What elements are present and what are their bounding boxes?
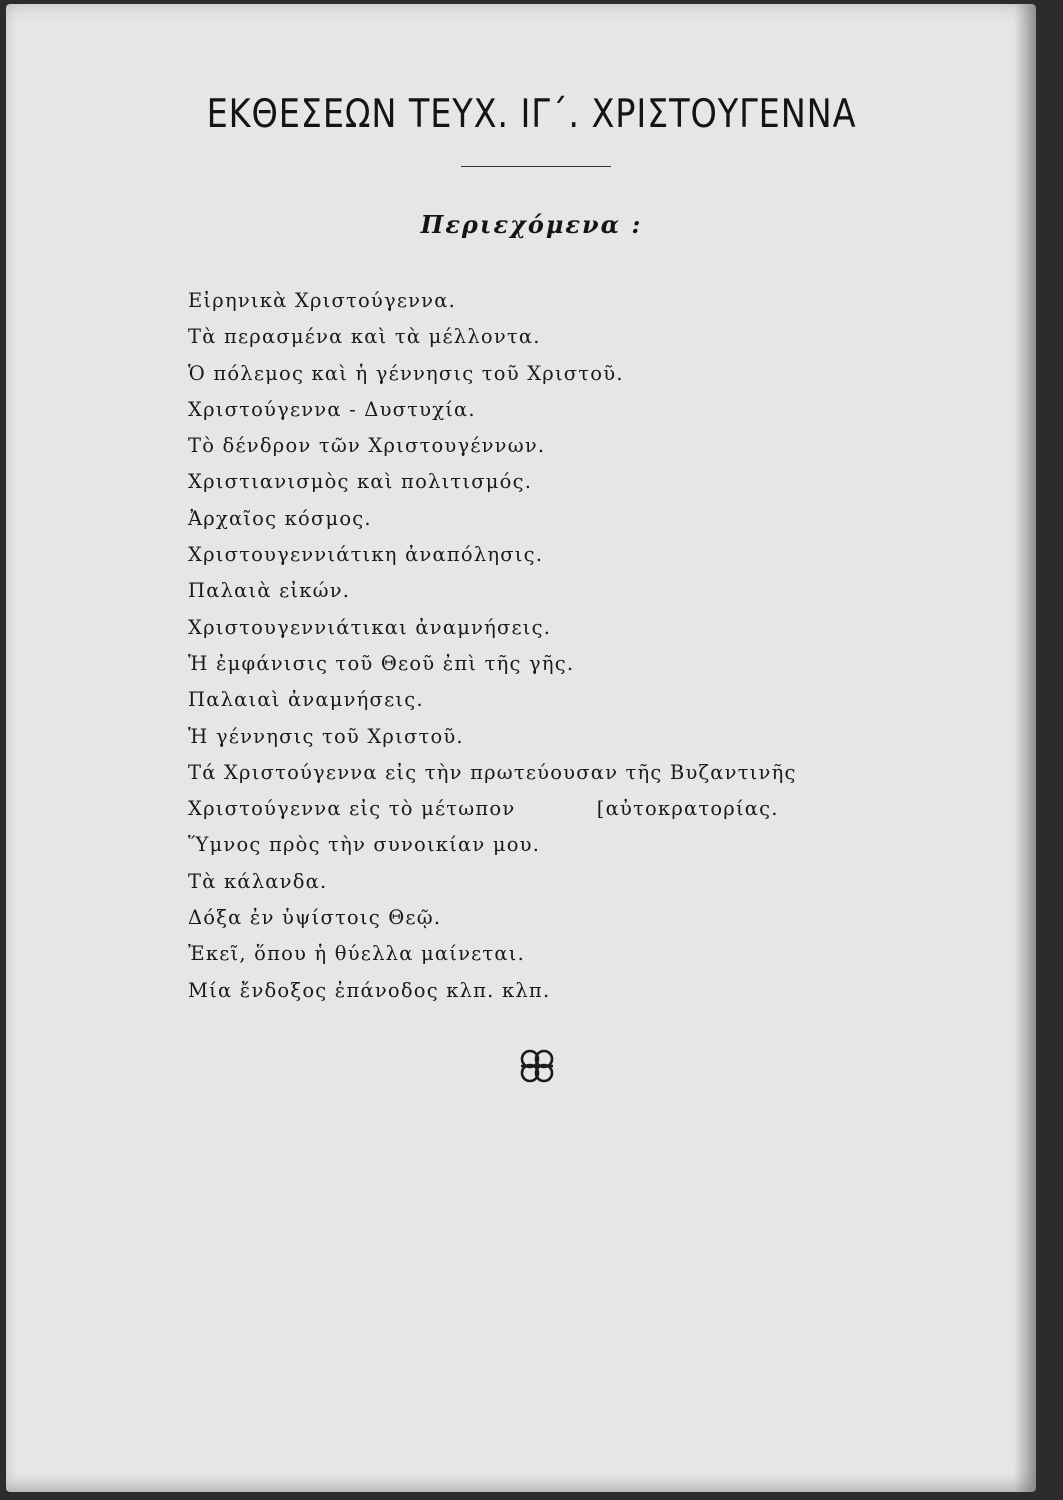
contents-item: Χριστούγεννα - Δυστυχία. bbox=[188, 397, 476, 421]
contents-heading: Περιεχόμενα : bbox=[420, 210, 643, 239]
contents-item: Τὰ κάλανδα. bbox=[188, 869, 328, 893]
page-title: ΕΚΘΕΣΕΩΝ ΤΕΥΧ. ΙΓ΄. ΧΡΙΣΤΟΥΓΕΝΝΑ bbox=[206, 92, 857, 137]
contents-item: Ἡ γέννησις τοῦ Χριστοῦ. bbox=[188, 724, 464, 748]
contents-item: Τά Χριστούγεννα εἰς τὴν πρωτεύουσαν τῆς Βυζαντινῆς bbox=[188, 760, 797, 784]
contents-item: Δόξα ἐν ὑψίστοις Θεῷ. bbox=[188, 906, 442, 930]
fleuron-ornament-icon bbox=[517, 1048, 557, 1084]
contents-item: Ἐκεῖ, ὅπου ἡ θύελλα μαίνεται. bbox=[188, 942, 526, 966]
contents-list bbox=[188, 283, 908, 1009]
contents-item: Χριστούγεννα εἰς τὸ μέτωπον [αὐτοκρατορίας. bbox=[188, 797, 779, 821]
contents-item: Χριστουγεννιάτικαι ἀναμνήσεις. bbox=[188, 615, 552, 639]
contents-item: Ὁ πόλεμος καὶ ἡ γέννησις τοῦ Χριστοῦ. bbox=[188, 361, 624, 385]
contents-item: Τὸ δένδρον τῶν Χριστουγέννων. bbox=[188, 434, 546, 458]
title-divider bbox=[461, 166, 611, 167]
contents-item: Ἀρχαῖος κόσμος. bbox=[188, 506, 372, 530]
contents-item: Μία ἔνδοξος ἐπάνοδος κλπ. κλπ. bbox=[188, 978, 551, 1002]
contents-item: Τὰ περασμένα καὶ τὰ μέλλοντα. bbox=[188, 325, 541, 349]
contents-item: Χριστιανισμὸς καὶ πολιτισμός. bbox=[188, 470, 533, 494]
contents-item: Χριστουγεννιάτικη ἀναπόλησις. bbox=[188, 543, 544, 567]
contents-item: Ἡ ἐμφάνισις τοῦ Θεοῦ ἐπὶ τῆς γῆς. bbox=[188, 651, 575, 675]
contents-item: Ὕμνος πρὸς τὴν συνοικίαν μου. bbox=[188, 833, 541, 857]
contents-item: Εἰρηνικὰ Χριστούγεννα. bbox=[188, 289, 456, 312]
contents-item: Παλαιὰ εἰκών. bbox=[188, 579, 351, 603]
contents-item: Παλαιαὶ ἀναμνήσεις. bbox=[188, 688, 424, 712]
